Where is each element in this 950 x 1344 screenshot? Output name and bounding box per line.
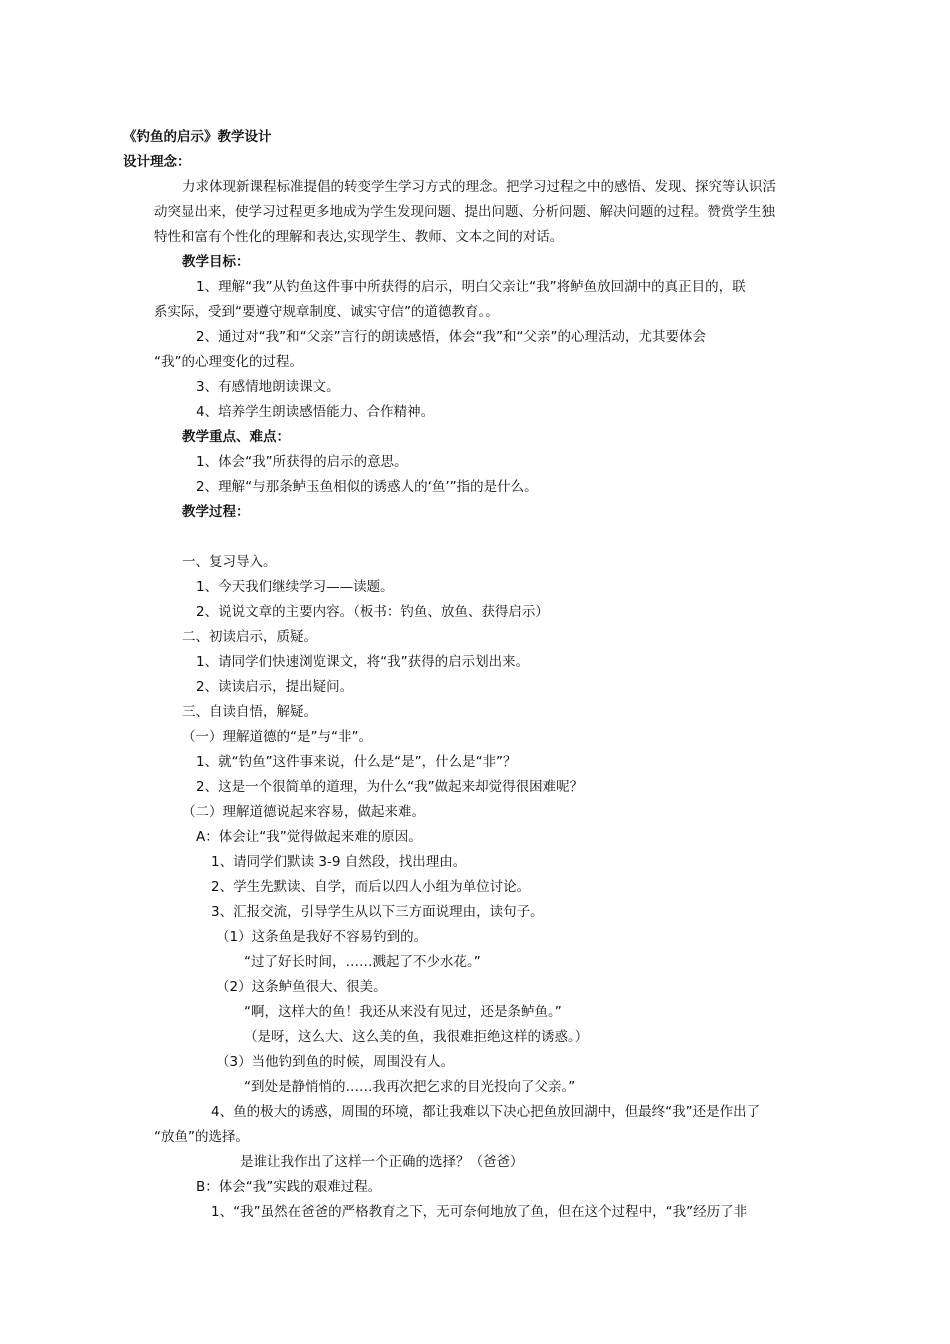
teaching-goal-line: 2、通过对“我”和“父亲”言行的朗读感悟，体会“我”和“父亲”的心理活动，尤其要体会 (196, 329, 707, 345)
process-line: 二、初读启示，质疑。 (182, 629, 317, 645)
process-line: 1、请同学们默读 3-9 自然段，找出理由。 (211, 854, 467, 870)
teaching-goal-line: “我”的心理变化的过程。 (154, 354, 303, 370)
design-concept-heading: 设计理念： (123, 154, 191, 170)
process-heading: 教学过程： (182, 504, 250, 520)
process-line: （二）理解道德说起来容易，做起来难。 (182, 804, 425, 820)
process-line: 2、说说文章的主要内容。（板书：钓鱼、放鱼、获得启示） (196, 604, 549, 620)
process-line: 2、学生先默读、自学，而后以四人小组为单位讨论。 (211, 879, 531, 895)
process-line: “放鱼”的选择。 (154, 1129, 249, 1145)
process-line: （2）这条鲈鱼很大、很美。 (216, 979, 387, 995)
teaching-goal-line: 4、培养学生朗读感悟能力、合作精神。 (196, 404, 435, 420)
process-line: 1、今天我们继续学习——读题。 (196, 579, 394, 595)
process-line: 2、这是一个很简单的道理，为什么“我”做起来却觉得很困难呢？ (196, 779, 584, 795)
process-line: 一、复习导入。 (182, 554, 277, 570)
process-line: （3）当他钓到鱼的时候，周围没有人。 (216, 1054, 455, 1070)
design-concept-line: 特性和富有个性化的理解和表达,实现学生、教师、文本之间的对话。 (154, 229, 564, 245)
process-line: （1）这条鱼是我好不容易钓到的。 (216, 929, 428, 945)
process-line: 三、自读自悟，解疑。 (182, 704, 317, 720)
process-line: 是谁让我作出了这样一个正确的选择？（爸爸） (240, 1154, 524, 1170)
process-line: 1、请同学们快速浏览课文，将“我”获得的启示划出来。 (196, 654, 530, 670)
key-points-heading: 教学重点、难点： (182, 429, 290, 445)
design-concept-line: 力求体现新课程标准提倡的转变学生学习方式的理念。把学习过程之中的感悟、发现、探究等认识活 (182, 179, 776, 195)
document-title: 《钓鱼的启示》教学设计 (123, 129, 272, 145)
process-line: 1、“我”虽然在爸爸的严格教育之下，无可奈何地放了鱼，但在这个过程中，“我”经历了非 (211, 1204, 748, 1220)
key-point-line: 1、体会“我”所获得的启示的意思。 (196, 454, 408, 470)
process-line: “过了好长时间，……溅起了不少水花。” (244, 954, 481, 970)
teaching-goal-line: 3、有感情地朗读课文。 (196, 379, 340, 395)
process-line: “啊，这样大的鱼！我还从来没有见过，还是条鲈鱼。” (244, 1004, 562, 1020)
process-line: B：体会“我”实践的艰难过程。 (196, 1179, 382, 1195)
process-line: A：体会让“我”觉得做起来难的原因。 (196, 829, 422, 845)
process-line: （是呀，这么大、这么美的鱼，我很难拒绝这样的诱惑。） (244, 1029, 589, 1045)
teaching-goal-line: 系实际，受到“要遵守规章制度、诚实守信”的道德教育。。 (154, 304, 499, 320)
process-line: 1、就“钓鱼”这件事来说，什么是“是”，什么是“非”？ (196, 754, 517, 770)
teaching-goals-heading: 教学目标： (182, 254, 250, 270)
teaching-goal-line: 1、理解“我”从钓鱼这件事中所获得的启示，明白父亲让“我”将鲈鱼放回湖中的真正目的，联 (196, 279, 746, 295)
key-point-line: 2、理解“与那条鲈玉鱼相似的诱惑人的‘鱼’”指的是什么。 (196, 479, 538, 495)
process-line: 4、鱼的极大的诱惑，周围的环境，都让我难以下决心把鱼放回湖中，但最终“我”还是作出了 (211, 1104, 761, 1120)
design-concept-line: 动突显出来，使学习过程更多地成为学生发现问题、提出问题、分析问题、解决问题的过程。赞赏学生独 (154, 204, 775, 220)
process-line: 2、读读启示，提出疑问。 (196, 679, 354, 695)
process-line: （一）理解道德的“是”与“非”。 (182, 729, 372, 745)
process-line: 3、汇报交流，引导学生从以下三方面说理由，读句子。 (211, 904, 544, 920)
process-line: “到处是静悄悄的……我再次把乞求的目光投向了父亲。” (244, 1079, 576, 1095)
